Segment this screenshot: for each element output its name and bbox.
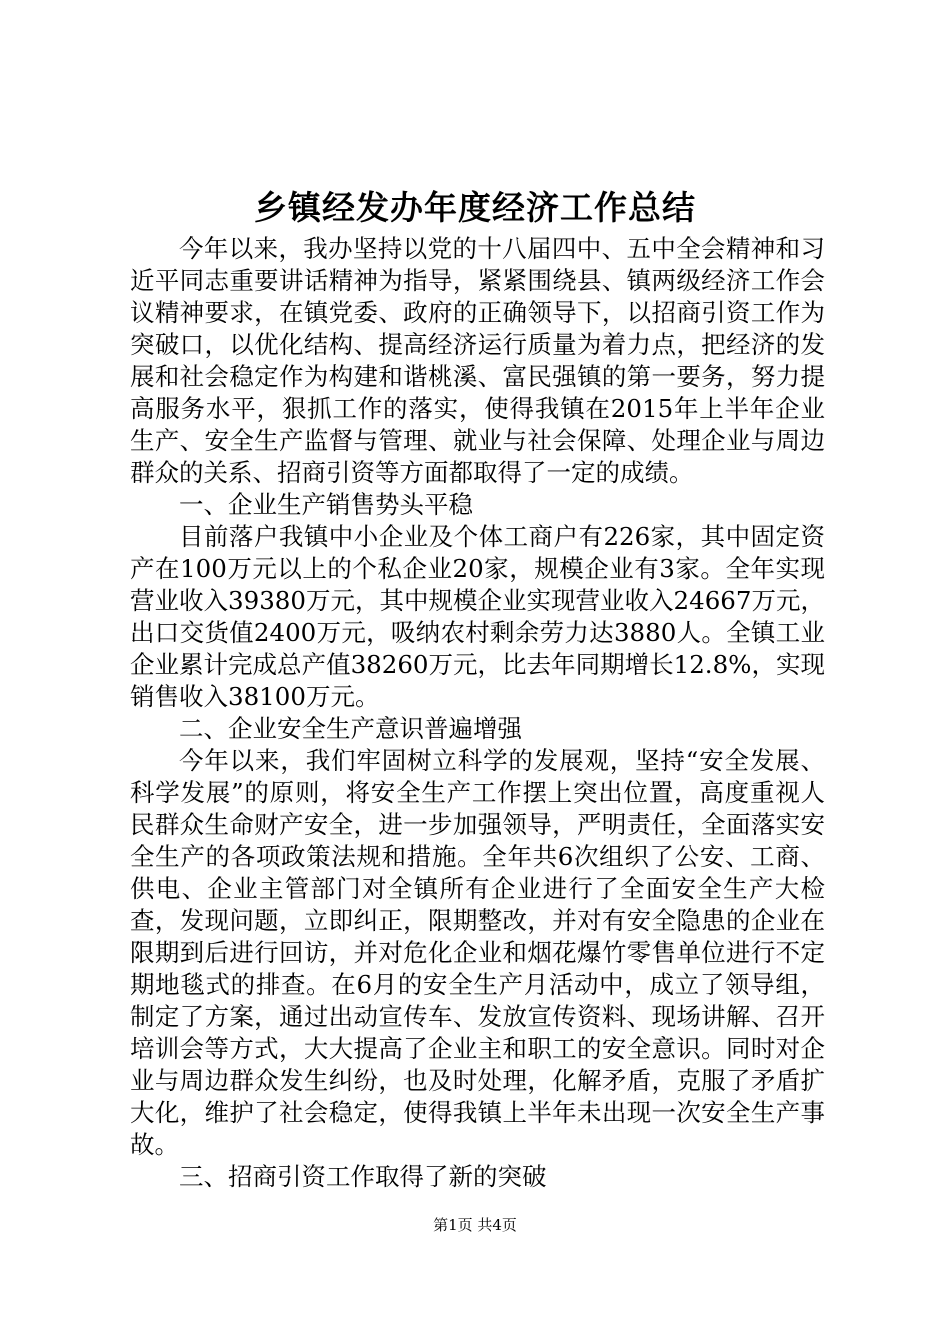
document-title: 乡镇经发办年度经济工作总结 <box>254 188 696 227</box>
document-body <box>130 233 825 1193</box>
section-1-heading: 一、企业生产销售势头平稳 <box>179 490 473 519</box>
page-footer: 第1页 共4页 <box>433 1216 517 1234</box>
section-2-heading: 二、企业安全生产意识普遍增强 <box>179 714 522 743</box>
intro-paragraph: 今年以来，我办坚持以党的十八届四中、五中全会精神和习近平同志重要讲话精神为指导，紧紧围绕县、镇两级经济工作会议精神要求，在镇党委、政府的正确领导下，以招商引资工作为突破口，以优化结构、提高经济运行质量为着力点，把经济的发展和社会稳定作为构建和谐桃溪、富民强镇的第一要务，努力提高服务水平，狠抓工作的落实，使得我镇在2015年上半年企业生产、安全生产监督与管理、就业与社会保障、处理企业与周边群众的关系、招商引资等方面都取得了一定的成绩。 <box>130 234 825 487</box>
section-1-paragraph: 目前落户我镇中小企业及个体工商户有226家，其中固定资产在100万元以上的个私企业20家，规模企业有3家。全年实现营业收入39380万元，其中规模企业实现营业收入24667万元，出口交货值2400万元，吸纳农村剩余劳力达3880人。全镇工业企业累计完成总产值38260万元，比去年同期增长12.8%，实现销售收入38100万元。 <box>130 522 825 711</box>
section-2-paragraph: 今年以来，我们牢固树立科学的发展观，坚持“安全发展、科学发展”的原则，将安全生产工作摆上突出位置，高度重视人民群众生命财产安全，进一步加强领导，严明责任，全面落实安全生产的各项政策法规和措施。全年共6次组织了公安、工商、供电、企业主管部门对全镇所有企业进行了全面安全生产大检查，发现问题，立即纠正，限期整改，并对有安全隐患的企业在限期到后进行回访，并对危化企业和烟花爆竹零售单位进行不定期地毯式的排查。在6月的安全生产月活动中，成立了领导组，制定了方案，通过出动宣传车、发放宣传资料、现场讲解、召开培训会等方式，大大提高了企业主和职工的安全意识。同时对企业与周边群众发生纠纷，也及时处理，化解矛盾，克服了矛盾扩大化，维护了社会稳定，使得我镇上半年未出现一次安全生产事故。 <box>130 746 825 1159</box>
section-3-heading: 三、招商引资工作取得了新的突破 <box>179 1162 547 1191</box>
